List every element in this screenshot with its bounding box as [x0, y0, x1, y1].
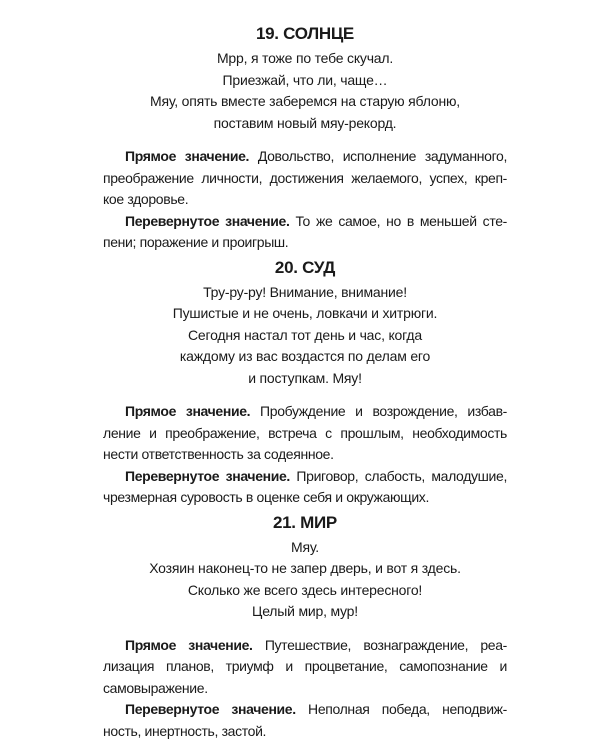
- poem-line: Мяу.: [291, 538, 319, 555]
- section-title: 19. СОЛНЦЕ: [256, 24, 354, 43]
- text-line: Приговор, слабость, малодушие,: [289, 467, 507, 484]
- direct-label: Прямое значение.: [125, 148, 250, 164]
- reversed-label: Перевернутое значение.: [125, 212, 290, 229]
- reversed-label: Перевернутое значение.: [125, 701, 296, 717]
- direct-meaning: [103, 401, 507, 509]
- direct-meaning: [103, 146, 507, 254]
- reversed-label: Перевернутое значение.: [125, 467, 290, 484]
- text-line: Пробуждение и возрождение, избав-: [250, 403, 507, 419]
- poem-line: каждому из вас воздастся по делам его: [179, 348, 431, 364]
- direct-meaning: [103, 635, 507, 743]
- poem: [103, 537, 507, 623]
- direct-label: Прямое значение.: [125, 403, 251, 419]
- text-line: Путешествие, вознаграждение, реа-: [252, 636, 507, 653]
- text-line: чрезмерная суровость в оценке себя и окружающих.: [103, 489, 429, 505]
- poem-line: Тру-ру-ру! Внимание, внимание!: [203, 283, 407, 300]
- section-judgement: [103, 258, 507, 509]
- poem-line: Мяу, опять вместе заберемся на старую яблоню,: [150, 93, 460, 109]
- poem-line: Сегодня настал тот день и час, когда: [188, 326, 422, 343]
- text-line: ность, инертность, застой.: [103, 722, 267, 739]
- poem: [103, 282, 507, 390]
- text-line: лизация планов, триумф и процветание, самопознание и: [103, 658, 507, 674]
- poem-line: и поступкам. Мяу!: [248, 369, 362, 386]
- poem-line: Пушистые и не очень, ловкачи и хитрюги.: [172, 305, 438, 321]
- page: [103, 24, 507, 746]
- poem: [103, 48, 507, 134]
- poem-line: Целый мир, мур!: [252, 603, 358, 619]
- poem-line: поставим новый мяу-рекорд.: [213, 114, 397, 131]
- section-title: 20. СУД: [274, 257, 336, 277]
- poem-line: Приезжай, что ли, чаще…: [222, 71, 388, 88]
- text-line: преображение личности, достижения желаемого, успех, креп-: [103, 169, 507, 186]
- text-line: пени; поражение и проигрыш.: [103, 234, 289, 250]
- text-line: То же самое, но в меньшей сте-: [289, 212, 507, 229]
- text-line: Неполная победа, неподвиж-: [295, 701, 507, 717]
- direct-label: Прямое значение.: [125, 636, 253, 653]
- text-line: кое здоровье.: [103, 191, 189, 207]
- text-line: самовыражение.: [103, 679, 208, 696]
- text-line: Довольство, исполнение задуманного,: [249, 148, 507, 164]
- section-world: [103, 513, 507, 743]
- text-line: нести ответственность за содеянное.: [103, 446, 334, 462]
- text-line: ление и преображение, встреча с прошлым, необходимость: [103, 424, 507, 441]
- poem-line: Сколько же всего здесь интересного!: [187, 581, 423, 598]
- poem-line: Мрр, я тоже по тебе скучал.: [216, 50, 394, 66]
- section-title: 21. МИР: [273, 512, 337, 532]
- section-sun: [103, 24, 507, 254]
- poem-line: Хозяин наконец-то не запер дверь, и вот я здесь.: [149, 560, 461, 576]
